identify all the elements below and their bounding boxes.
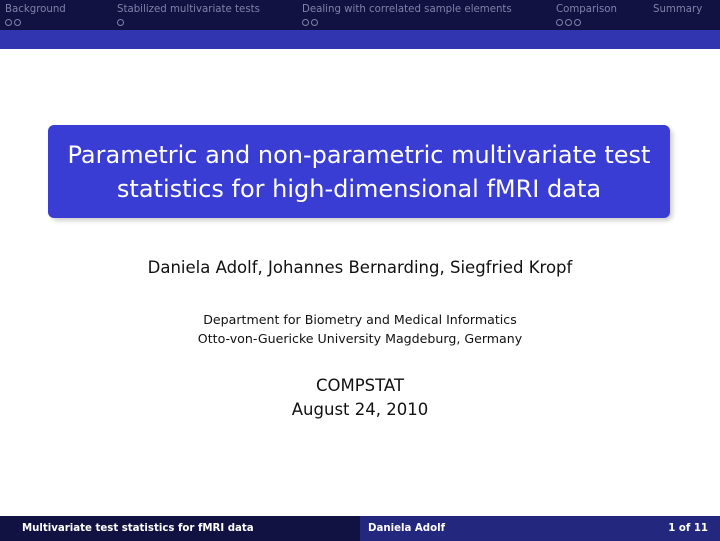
frame-dot[interactable]: [117, 19, 124, 26]
conference-name: COMPSTAT: [315, 376, 405, 395]
footer-author: Daniela Adolf: [368, 523, 445, 534]
footer-author-area: [360, 516, 720, 541]
frame-dot[interactable]: [574, 19, 581, 26]
conference-date: August 24, 2010: [291, 400, 429, 419]
author-list: Daniela Adolf, Johannes Bernarding, Siegfried Kropf: [147, 258, 573, 277]
nav-section-comparison[interactable]: [556, 4, 617, 26]
subsection-bar: [0, 30, 720, 49]
footer-page-number: 1 of 11: [668, 523, 708, 534]
nav-section-dealing-with-correlated-sample-elements[interactable]: [302, 4, 512, 26]
footer-short-title-area: [0, 516, 360, 541]
presentation-title-line-2: statistics for high-dimensional fMRI data: [116, 174, 602, 203]
frame-dot[interactable]: [14, 19, 21, 26]
institute-university: Otto-von-Guericke University Magdeburg, Germany: [197, 331, 523, 346]
nav-section-label[interactable]: Summary: [653, 4, 703, 15]
presentation-title-line-1: Parametric and non-parametric multivariate test: [67, 140, 651, 169]
nav-section-label[interactable]: Stabilized multivariate tests: [117, 4, 260, 15]
frame-dot[interactable]: [556, 19, 563, 26]
nav-section-stabilized-multivariate-tests[interactable]: [117, 4, 260, 26]
nav-section-frame-dots: [5, 19, 66, 26]
frame-dot[interactable]: [311, 19, 318, 26]
section-navigation-bar: [0, 0, 720, 30]
nav-section-frame-dots: [556, 19, 617, 26]
frame-dot[interactable]: [5, 19, 12, 26]
nav-section-label[interactable]: Dealing with correlated sample elements: [302, 4, 512, 15]
nav-section-frame-dots: [117, 19, 260, 26]
title-box: [48, 125, 670, 218]
frame-dot[interactable]: [565, 19, 572, 26]
nav-section-summary[interactable]: [653, 4, 702, 16]
nav-section-label[interactable]: Background: [5, 4, 66, 15]
footer-bar: [0, 516, 720, 541]
nav-section-background[interactable]: [5, 4, 66, 26]
institute-department: Department for Biometry and Medical Informatics: [203, 312, 517, 327]
nav-section-frame-dots: [302, 19, 512, 26]
footer-short-title: Multivariate test statistics for fMRI data: [22, 523, 254, 534]
nav-section-label[interactable]: Comparison: [556, 4, 617, 15]
frame-dot[interactable]: [302, 19, 309, 26]
